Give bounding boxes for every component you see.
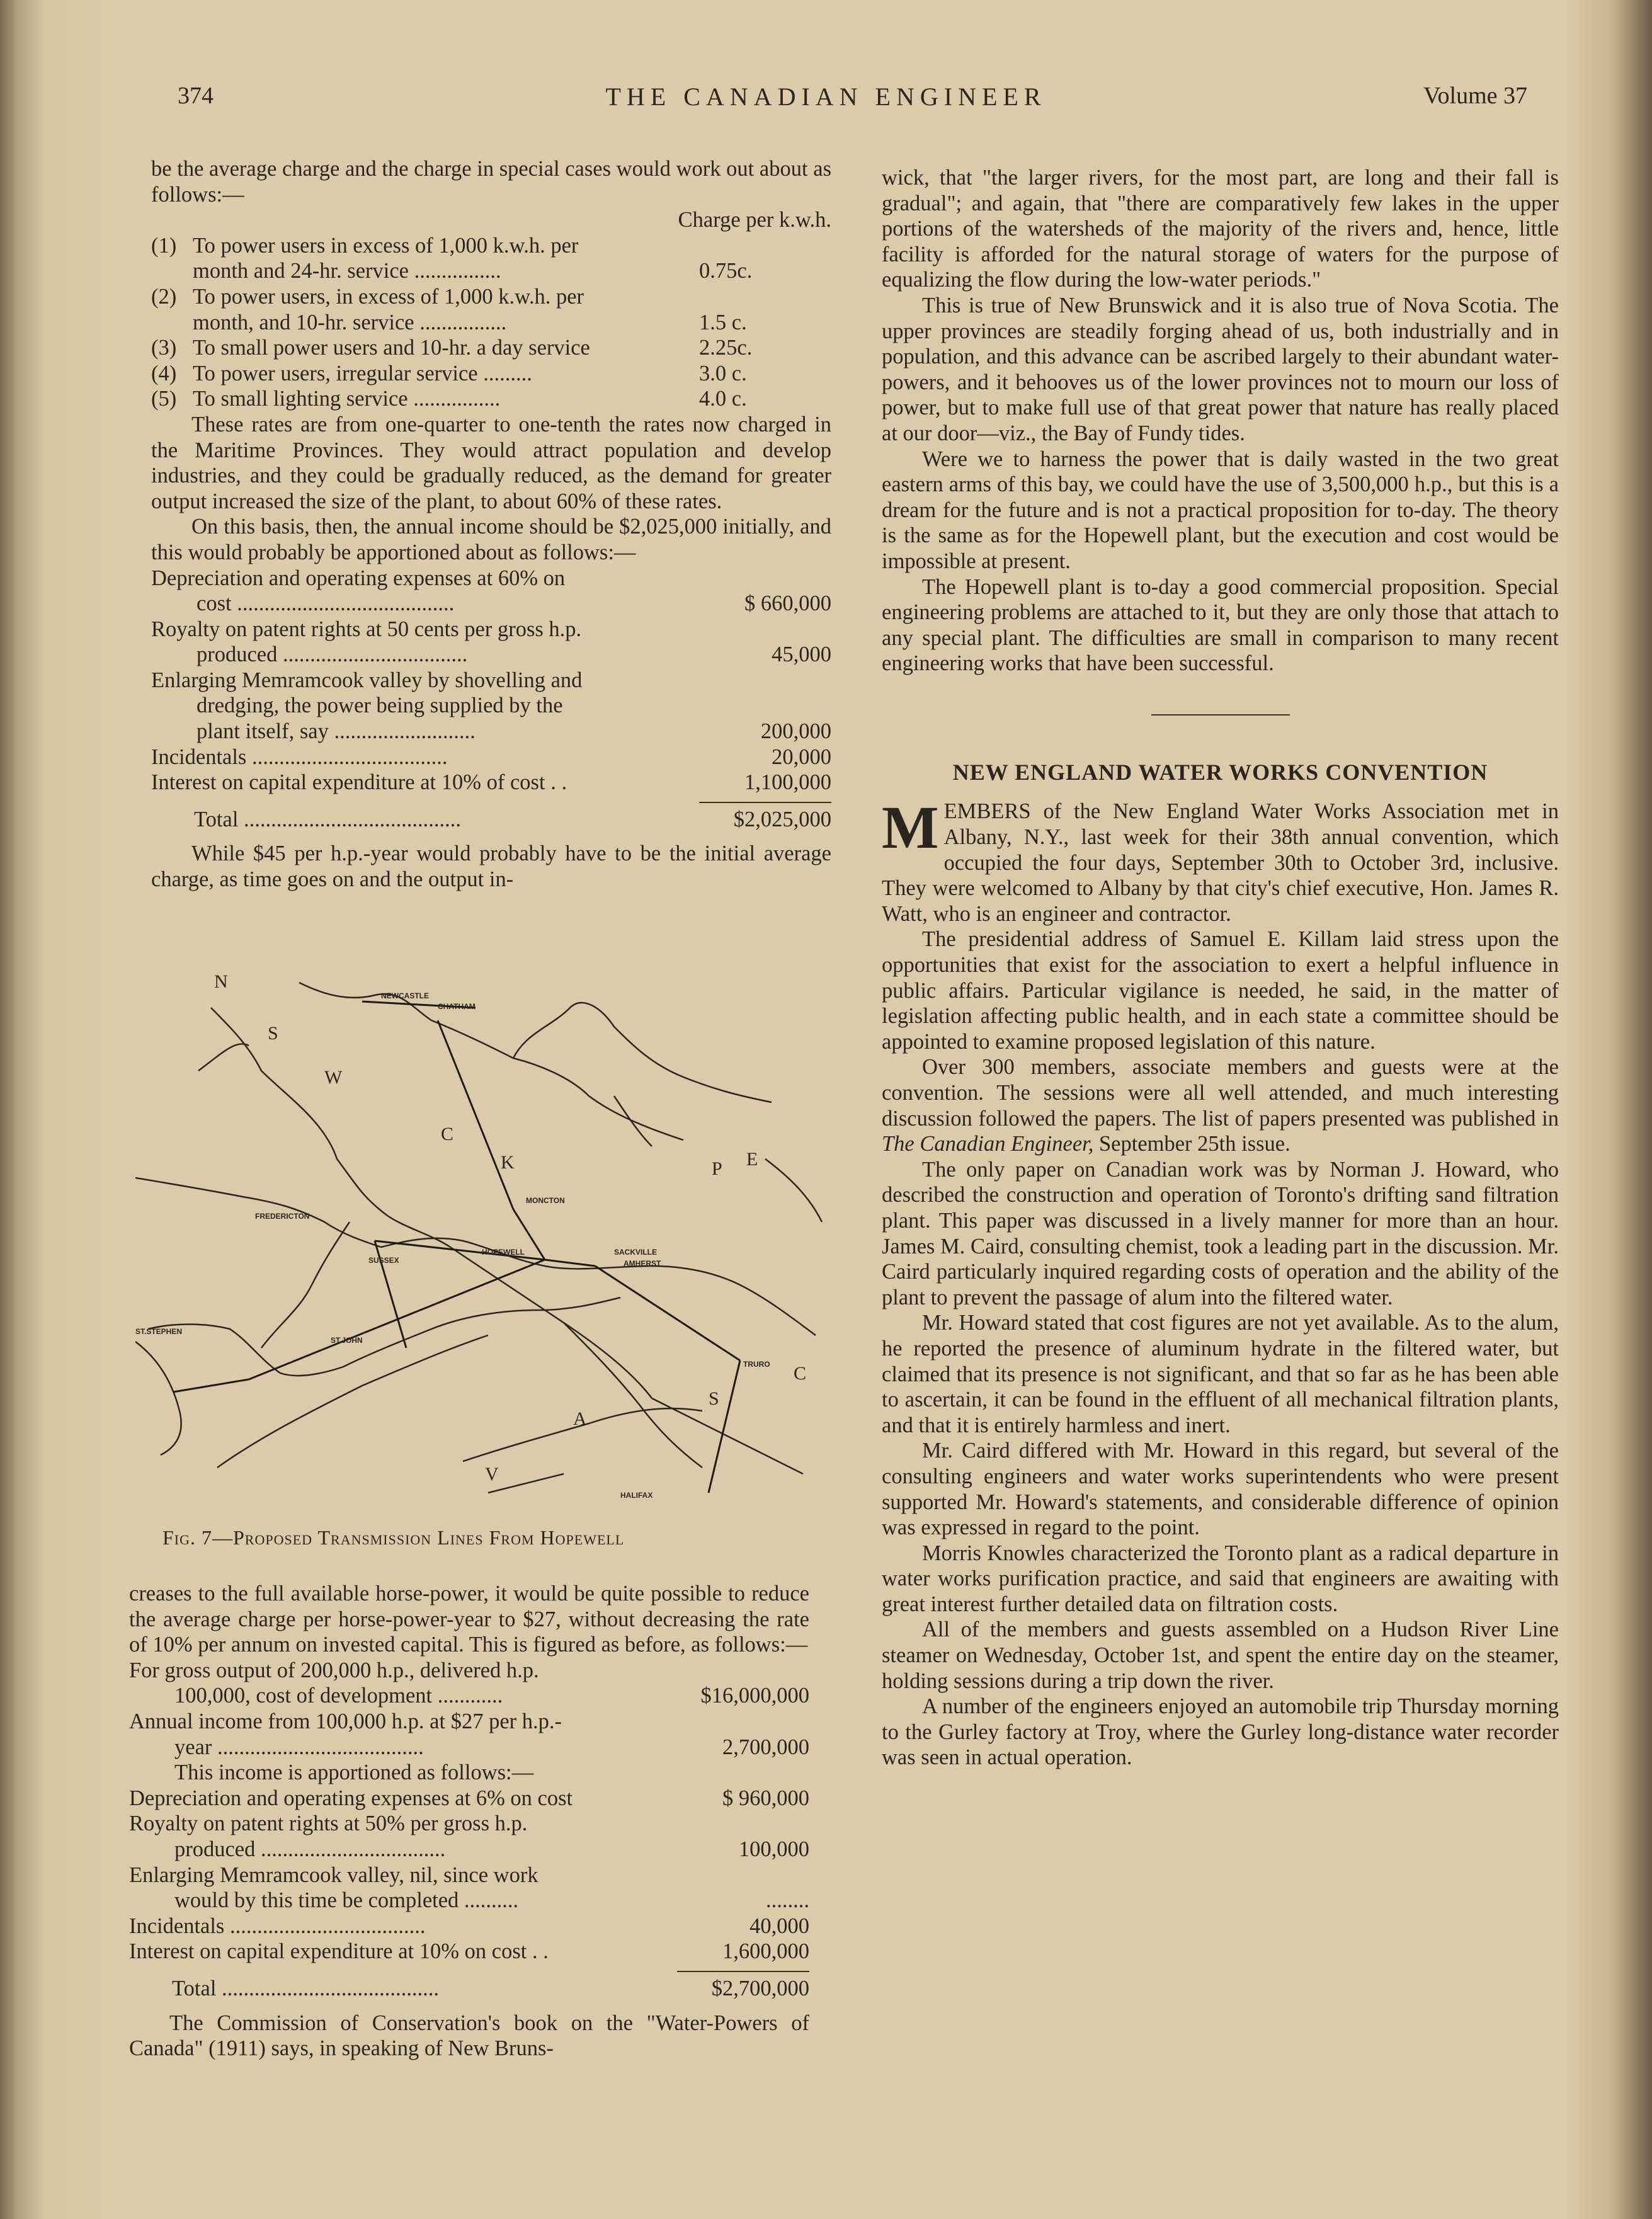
rate-value: 0.75c. xyxy=(699,259,753,283)
total-value: $2,025,000 xyxy=(733,807,831,831)
paragraph: On this basis, then, the annual income should be $2,025,000 initially, and this would probably be apportioned about as follows:— xyxy=(151,515,831,564)
rates-header: Charge per k.w.h. xyxy=(678,208,831,232)
rate-item-cont xyxy=(151,258,831,284)
table-row xyxy=(151,617,831,642)
row-label: Depreciation and operating expenses at 60% on xyxy=(151,566,566,590)
map-label-chatham: CHATHAM xyxy=(438,1002,476,1011)
total-row xyxy=(151,807,831,833)
rate-value: 1.5 c. xyxy=(699,310,747,334)
row-label: produced .................................. xyxy=(174,1837,446,1861)
row-value: 20,000 xyxy=(772,744,831,769)
figure-caption xyxy=(162,1526,624,1549)
map-letter-k: K xyxy=(501,1152,515,1173)
row-value: $16,000,000 xyxy=(700,1684,809,1708)
table-row xyxy=(129,1683,809,1709)
row-label: cost ........................................ xyxy=(197,591,455,616)
map-label-stjohn: ST.JOHN xyxy=(331,1336,363,1345)
map-label-hopewell: HOPEWELL xyxy=(482,1248,525,1257)
coastline xyxy=(488,1474,564,1493)
apportion-table xyxy=(151,566,831,833)
section-divider xyxy=(1151,714,1290,716)
paragraph: The Hopewell plant is to-day a good commercial proposition. Special engineering problems are attached to it, but they are only those that attach to any special plant. The difficulties are small in comparison to many recent engineering works that have been successful. xyxy=(882,574,1559,676)
rate-item xyxy=(151,284,831,310)
map-label-ststephen: ST.STEPHEN xyxy=(135,1327,183,1336)
total-rule xyxy=(677,1971,809,1972)
volume-label: Volume 37 xyxy=(1423,83,1528,109)
rate-number: (2) xyxy=(151,284,177,309)
coastline xyxy=(564,1323,702,1468)
map-label-sackville: SACKVILLE xyxy=(614,1248,658,1257)
rate-item xyxy=(151,233,831,259)
transmission-line xyxy=(595,1266,740,1360)
row-label: Incidentals .................................... xyxy=(129,1914,426,1938)
left-column-top xyxy=(151,156,831,893)
table-row xyxy=(129,1709,809,1735)
rate-item-cont xyxy=(151,310,831,336)
rate-desc: To power users in excess of 1,000 k.w.h. per xyxy=(193,233,579,258)
paragraph: A number of the engineers enjoyed an automobile trip Thursday morning to the Gurley factory at Troy, where the Gurley long-distance water recorder was seen in actual operation. xyxy=(882,1694,1559,1770)
rate-value: 2.25c. xyxy=(699,336,753,360)
row-label: 100,000, cost of development ............ xyxy=(174,1684,503,1708)
coastline xyxy=(217,1335,488,1468)
table-row xyxy=(129,1658,809,1684)
paragraph xyxy=(882,794,1559,927)
map-letter-v: V xyxy=(485,1464,499,1485)
map-label-moncton: MONCTON xyxy=(526,1196,565,1205)
right-column xyxy=(882,165,1559,1771)
rates-list xyxy=(151,233,831,412)
section-title: NEW ENGLAND WATER WORKS CONVENTION xyxy=(952,759,1488,785)
table-row xyxy=(129,1862,809,1888)
rate-desc: To power users, irregular service ......... xyxy=(193,361,532,385)
table-row xyxy=(129,1760,809,1786)
rate-desc: To small power users and 10-hr. a day service xyxy=(193,336,590,360)
coastline xyxy=(513,1003,772,1102)
paragraph xyxy=(882,1054,1559,1156)
map-letter-e: E xyxy=(746,1149,758,1170)
coastline xyxy=(261,1222,350,1348)
coastline xyxy=(135,1342,181,1455)
map-letter-n: N xyxy=(214,971,228,992)
total-rule xyxy=(699,802,831,803)
coastline xyxy=(211,1008,652,1398)
map-letter-p: P xyxy=(712,1158,722,1179)
map-letter-ns-c: C xyxy=(794,1363,807,1384)
paragraph: While $45 per h.p.-year would probably have to be the initial average charge, as time goes on and the output in- xyxy=(151,841,831,892)
table-row xyxy=(129,1939,809,1965)
transmission-map-figure xyxy=(135,970,828,1518)
rate-desc: To power users, in excess of 1,000 k.w.h. per xyxy=(193,284,584,309)
rate-desc-cont: month, and 10-hr. service ................ xyxy=(193,310,507,334)
row-label: year ...................................... xyxy=(174,1735,424,1759)
rate-desc-cont: month and 24-hr. service ................ xyxy=(193,259,501,283)
left-column-bottom xyxy=(129,1581,809,2062)
paragraph: wick, that "the larger rivers, for the most part, are long and their fall is gradual"; and again, that "there are comparatively few lakes in the upper portions of the watersheds of the majority of the rivers and, hence, little facility is afforded for the natural storage of waters for the purpose of equalizing the flow during the low-water periods." xyxy=(882,166,1559,292)
rate-desc: To small lighting service ................ xyxy=(193,387,501,411)
coastline xyxy=(198,1044,249,1071)
row-value: 40,000 xyxy=(749,1914,809,1938)
row-label: produced .................................. xyxy=(197,642,468,667)
paragraph: creases to the full available horse-power, it would be quite possible to reduce the average charge per horse-power-year to $27, without decreasing the rate of 10% per annum on invested capital. This is figured as before, as follows:— xyxy=(129,1582,809,1657)
paragraph: Morris Knowles characterized the Toronto plant as a radical departure in water works purification practice, and said that engineers are awaiting with great interest further detailed data on filtration costs. xyxy=(882,1541,1559,1616)
total-label: Total ........................................ xyxy=(194,807,462,831)
row-label: Royalty on patent rights at 50 cents per gross h.p. xyxy=(151,617,582,641)
apportion-table-2 xyxy=(129,1658,809,2002)
paragraph-text: EMBERS of the New England Water Works Association met in Albany, N.Y., last week for their 38th annual convention, which occupied the four days, September 30th to October 3rd, inclusive. They were welcomed to Albany by that city's chief executive, Hon. James R. Watt, who is an engineer and contractor. xyxy=(882,799,1559,926)
rate-item xyxy=(151,335,831,361)
map-label-truro: TRURO xyxy=(743,1360,770,1369)
paragraph: Mr. Caird differed with Mr. Howard in this regard, but several of the consulting engineers and water works superintendents who were present supported Mr. Howard's statements, and considerable difference of opinion was expressed in regard to the point. xyxy=(882,1439,1559,1540)
transmission-line xyxy=(709,1360,740,1493)
paragraph: This is true of New Brunswick and it is also true of Nova Scotia. The upper provinces are steadily forging ahead of us, both industrially and in population, and this advance can be ascribed largely to their abundant water-powers, and it behooves us of the lower provinces not to mourn our loss of power, but to make full use of that great power that nature has really placed at our door—viz., the Bay of Fundy tides. xyxy=(882,293,1559,445)
transmission-line xyxy=(438,1020,513,1209)
transmission-line xyxy=(545,1260,595,1266)
row-label: This income is apportioned as follows:— xyxy=(174,1760,534,1785)
map-label-halifax: HALIFAX xyxy=(620,1491,653,1500)
map-letter-s: S xyxy=(268,1023,278,1044)
row-value: 200,000 xyxy=(760,719,831,744)
table-row xyxy=(151,591,831,617)
rate-number: (3) xyxy=(151,336,177,360)
row-value: 1,600,000 xyxy=(722,1939,809,1964)
coastline xyxy=(299,983,683,1140)
page-number: 374 xyxy=(178,83,214,109)
row-label: Interest on capital expenditure at 10% on cost . . xyxy=(129,1939,549,1964)
table-row xyxy=(129,1914,809,1939)
rate-item xyxy=(151,386,831,412)
paragraph: Mr. Howard stated that cost figures are not yet available. As to the alum, he reported the presence of aluminum hydrate in the filtered water, but claimed that its presence is not significant, and that so far as he has been able to ascertain, it can be found in the effluent of all mechanical filtration plants, and that it is entirely harmless and inert. xyxy=(882,1311,1559,1437)
row-label: Enlarging Memramcook valley by shovelling and xyxy=(151,668,583,692)
coastline xyxy=(765,1159,822,1222)
map-letter-a: A xyxy=(573,1408,587,1429)
paragraph-text: September 25th issue. xyxy=(1093,1132,1290,1156)
transmission-line xyxy=(249,1260,545,1379)
rate-item xyxy=(151,361,831,387)
paragraph: These rates are from one-quarter to one-tenth the rates now charged in the Maritime Provinces. They would attract population and develop industries, and they could be gradually reduced, as the demand for greater output increased the size of the plant, to about 60% of these rates. xyxy=(151,412,831,513)
row-value: 2,700,000 xyxy=(722,1735,809,1759)
table-row xyxy=(129,1786,809,1811)
map-letter-ns-s: S xyxy=(709,1388,719,1409)
caption-text: Fig. 7—Proposed Transmission Lines From Hopewell xyxy=(162,1526,625,1549)
row-value: 45,000 xyxy=(772,642,831,667)
row-label: Annual income from 100,000 h.p. at $27 per h.p.- xyxy=(129,1709,562,1733)
paragraph: All of the members and guests assembled on a Hudson River Line steamer on Wednesday, October 1st, and spent the entire day on the steamer, holding sessions during a trip down the river. xyxy=(882,1617,1559,1693)
paragraph-text: Over 300 members, associate members and guests were at the convention. The sessions were all well attended, and much interesting discussion followed the papers. The list of papers presented was published in xyxy=(882,1055,1559,1131)
table-row xyxy=(129,1735,809,1760)
row-label: would by this time be completed .......... xyxy=(174,1888,519,1913)
coastline xyxy=(381,1238,816,1335)
row-label: Interest on capital expenditure at 10% of cost . . xyxy=(151,770,567,795)
map-letter-c: C xyxy=(441,1124,454,1144)
table-row xyxy=(129,1811,809,1837)
journal-title: THE CANADIAN ENGINEER xyxy=(605,83,1047,111)
table-row xyxy=(129,1888,809,1914)
map-label-sussex: SUSSEX xyxy=(368,1256,399,1265)
table-row xyxy=(151,770,831,796)
total-value: $2,700,000 xyxy=(711,1976,809,2000)
paragraph: The only paper on Canadian work was by Norman J. Howard, who described the construction and operation of Toronto's drifting sand filtration plant. This paper was discussed in a lively manner for more than an hour. James M. Caird, consulting chemist, took a leading part in the discussion. Mr. Caird particularly inquired regarding costs of operation and the ability of the plant to prevent the passage of alum into the filtered water. xyxy=(882,1157,1559,1309)
table-row xyxy=(151,642,831,668)
total-row xyxy=(129,1976,809,2002)
row-value: $ 960,000 xyxy=(722,1786,809,1810)
publication-title: The Canadian Engineer, xyxy=(882,1132,1094,1156)
rate-number: (4) xyxy=(151,361,177,385)
table-row xyxy=(151,693,831,719)
row-label: Incidentals .................................... xyxy=(151,744,448,769)
row-label: Royalty on patent rights at 50% per gross h.p. xyxy=(129,1811,528,1836)
map-svg xyxy=(135,970,828,1518)
row-value: 1,100,000 xyxy=(744,770,831,795)
row-label: Depreciation and operating expenses at 6% on cost xyxy=(129,1786,573,1810)
rate-number: (1) xyxy=(151,233,177,258)
table-row xyxy=(129,1837,809,1862)
rate-number: (5) xyxy=(151,387,177,411)
rate-value: 4.0 c. xyxy=(699,387,747,411)
intro-paragraph: be the average charge and the charge in special cases would work out about as follows:— xyxy=(151,157,831,207)
row-value: ........ xyxy=(766,1888,809,1913)
paragraph: The presidential address of Samuel E. Killam laid stress upon the opportunities that exist for the association to exert a helpful influence in public affairs. Particular vigilance is needed, he said, in the matter of legislation affecting public health, and in each state a committee should be appointed to examine proposed legislation of this nature. xyxy=(882,927,1559,1054)
map-label-newcastle: NEWCASTLE xyxy=(381,991,429,1000)
row-value: $ 660,000 xyxy=(744,591,831,616)
row-value: 100,000 xyxy=(738,1837,809,1861)
row-label: plant itself, say .......................... xyxy=(197,719,476,744)
map-letter-w: W xyxy=(324,1067,343,1088)
transmission-line xyxy=(173,1379,249,1392)
table-row xyxy=(151,566,831,591)
total-label: Total ........................................ xyxy=(172,1976,440,2000)
row-label: Enlarging Memramcook valley, nil, since work xyxy=(129,1862,538,1887)
map-label-amherst: AMHERST xyxy=(624,1259,661,1268)
map-label-fredericton: FREDERICTON xyxy=(255,1212,310,1221)
table-row xyxy=(151,744,831,770)
row-label: dredging, the power being supplied by the xyxy=(197,693,563,718)
paragraph: The Commission of Conservation's book on the "Water-Powers of Canada" (1911) says, in speaking of New Bruns- xyxy=(129,2011,809,2061)
paragraph: Were we to harness the power that is daily wasted in the two great eastern arms of this bay, we could have the use of 3,500,000 h.p., but this is a dream for the future and is not a practical proposition for to-day. The theory is the same as for the Hopewell plant, but the execution and cost would be impossible at present. xyxy=(882,447,1559,573)
rate-value: 3.0 c. xyxy=(699,361,747,385)
row-label: For gross output of 200,000 h.p., delivered h.p. xyxy=(129,1658,539,1682)
drop-cap: M xyxy=(882,794,939,862)
table-row xyxy=(151,668,831,693)
table-row xyxy=(151,719,831,744)
